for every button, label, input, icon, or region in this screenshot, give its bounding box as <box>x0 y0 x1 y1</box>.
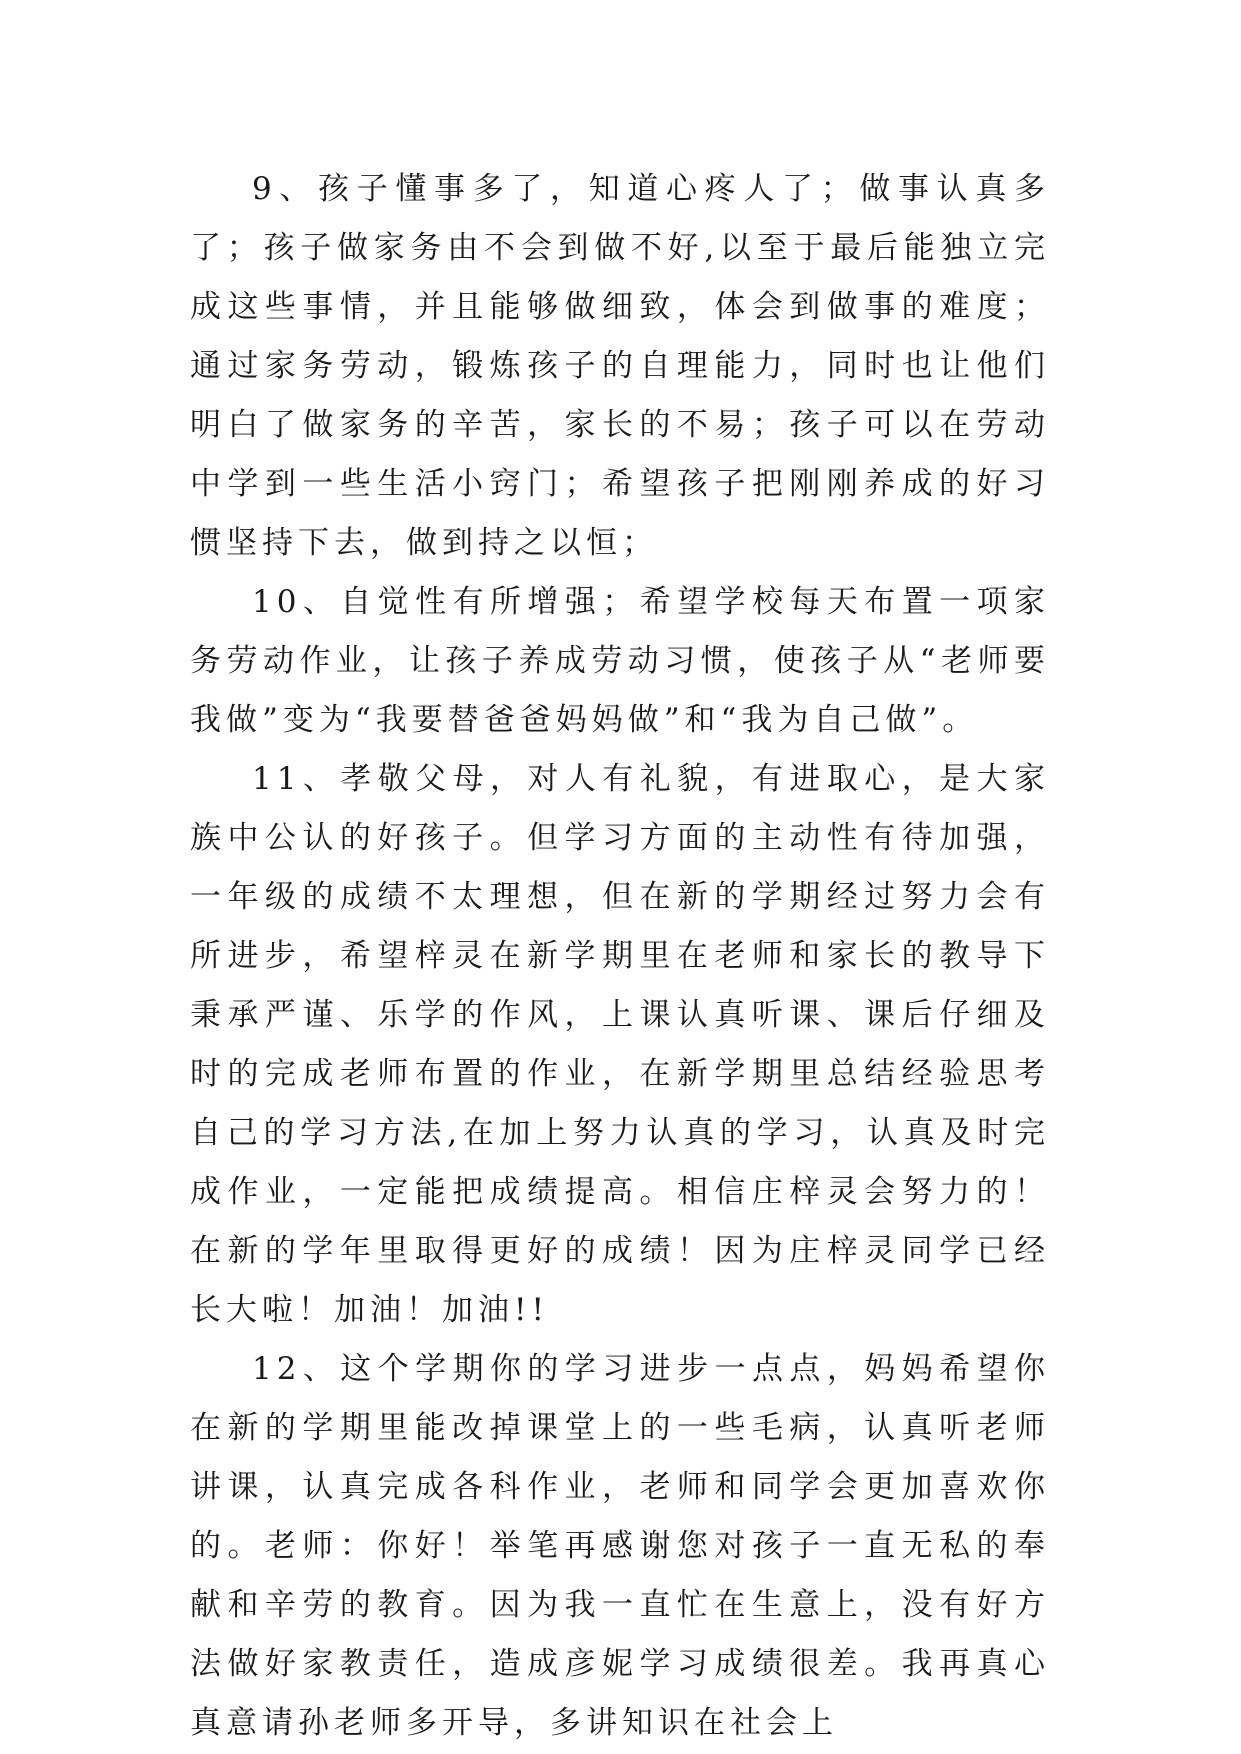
paragraph-9: 9、孩子懂事多了，知道心疼人了；做事认真多了；孩子做家务由不会到做不好,以至于最后能独立完成这些事情，并且能够做细致，体会到做事的难度；通过家务劳动，锻炼孩子的自理能力，同时也让他们明白了做家务的辛苦，家长的不易；孩子可以在劳动中学到一些生活小窍门；希望孩子把刚刚养成的好习惯坚持下去，做到持之以恒； <box>190 171 1050 561</box>
paragraph-12: 12、这个学期你的学习进步一点点，妈妈希望你在新的学期里能改掉课堂上的一些毛病，认真听老师讲课，认真完成各科作业，老师和同学会更加喜欢你的。老师：你好！举笔再感谢您对孩子一直无私的奉献和辛劳的教育。因为我一直忙在生意上，没有好方法做好家教责任，造成彦妮学习成绩很差。我再真心真意请孙老师多开导，多讲知识在社会上 <box>190 1351 1050 1741</box>
paragraph-11: 11、孝敬父母，对人有礼貌，有进取心，是大家族中公认的好孩子。但学习方面的主动性有待加强，一年级的成绩不太理想，但在新的学期经过努力会有所进步，希望梓灵在新学期里在老师和家长的教导下秉承严谨、乐学的作风，上课认真听课、课后仔细及时的完成老师布置的作业，在新学期里总结经验思考自己的学习方法,在加上努力认真的学习，认真及时完成作业，一定能把成绩提高。相信庄梓灵会努力的！在新的学年里取得更好的成绩！因为庄梓灵同学已经长大啦！加油！加油!! <box>190 761 1050 1328</box>
paragraph-10: 10、自觉性有所增强；希望学校每天布置一项家务劳动作业，让孩子养成劳动习惯，使孩子从“老师要我做”变为“我要替爸爸妈妈做”和“我为自己做”。 <box>190 584 1050 738</box>
document-body <box>190 160 1050 1753</box>
